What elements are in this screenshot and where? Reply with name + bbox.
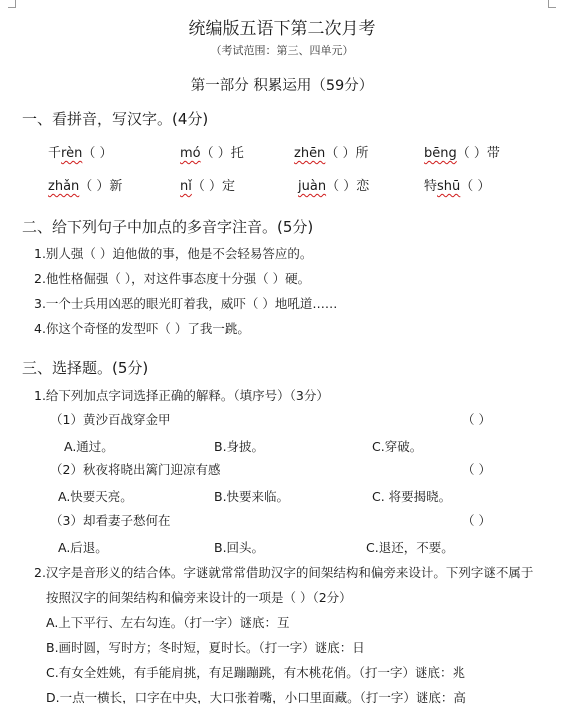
option-b: B.快要来临。: [214, 489, 290, 504]
option-a: A.后退。: [58, 540, 108, 555]
sub-question: （3）却看妻子愁何在: [50, 513, 171, 528]
pinyin-suffix: 定: [222, 179, 236, 194]
answer-blank[interactable]: （ ）: [456, 146, 487, 161]
pinyin-prefix: 千: [48, 146, 62, 161]
pinyin-text: rèn: [61, 146, 83, 161]
pinyin-item: [298, 175, 369, 194]
option-c: C.退还，不要。: [366, 540, 454, 555]
answer-blank[interactable]: （ ）: [460, 179, 491, 194]
sub-question: （1）黄沙百战穿金甲: [50, 412, 171, 427]
answer-blank[interactable]: （ ）: [79, 179, 110, 194]
pinyin-item: [48, 175, 122, 194]
answer-blank[interactable]: （ ）: [325, 146, 356, 161]
pinyin-text: nǐ: [180, 179, 192, 194]
answer-blank[interactable]: （ ）: [82, 146, 113, 161]
question-line: 4.你这个奇怪的发型吓（ ）了我一跳。: [34, 321, 250, 336]
pinyin-item: [180, 142, 244, 161]
question-line: 3.一个士兵用凶恶的眼光盯着我，威吓（ ）地吼道……: [34, 296, 338, 311]
pinyin-text: bēng: [424, 146, 457, 161]
pinyin-suffix: 带: [486, 146, 500, 161]
question-line: 2.汉字是音形义的结合体。字谜就常常借助汉字的间架结构和偏旁来设计。下列字谜不属于: [34, 565, 534, 580]
part-heading: 第一部分 积累运用（59分）: [190, 78, 374, 94]
section3-heading: 三、选择题。(5分): [22, 359, 149, 377]
option-b: B.回头。: [214, 540, 265, 555]
question-line: 1.给下列加点字词选择正确的解释。（填序号）（3分）: [34, 388, 329, 403]
answer-blank[interactable]: （ ）: [191, 179, 222, 194]
pinyin-suffix: 恋: [356, 179, 370, 194]
answer-blank[interactable]: （ ）: [326, 179, 357, 194]
page-subtitle: （考试范围：第三、四单元）: [210, 44, 354, 57]
question-line: 1.别人强（ ）迫他做的事，他是不会轻易答应的。: [34, 246, 313, 261]
section1-heading: 一、看拼音，写汉字。(4分): [22, 110, 209, 128]
corner-mark-top-right: [548, 0, 556, 8]
option-d: D.一点一横长，口字在中央，大口张着嘴，小口里面藏。（打一字）谜底：高: [46, 690, 466, 704]
pinyin-prefix: 特: [424, 179, 438, 194]
pinyin-text: zhēn: [294, 146, 326, 161]
sub-question: （2）秋夜将晓出篱门迎凉有感: [50, 462, 221, 477]
answer-paren[interactable]: （ ）: [462, 513, 491, 528]
option-a: A.快要天亮。: [58, 489, 133, 504]
section2-heading: 二、给下列句子中加点的多音字注音。(5分): [22, 218, 314, 236]
pinyin-item: [424, 142, 500, 161]
option-a: A.上下平行、左右勾连。（打一字）谜底：互: [46, 615, 290, 630]
option-c: C. 将要揭晓。: [372, 489, 452, 504]
question-line: 2.他性格倔强（ ），对这件事态度十分强（ ）硬。: [34, 271, 311, 286]
pinyin-suffix: 新: [109, 179, 123, 194]
pinyin-text: mó: [180, 146, 201, 161]
answer-paren[interactable]: （ ）: [462, 412, 491, 427]
page-title: 统编版五语下第二次月考: [188, 19, 376, 39]
corner-mark-top-left: [8, 0, 16, 8]
answer-blank[interactable]: （ ）: [200, 146, 231, 161]
pinyin-item: [424, 175, 490, 194]
pinyin-item: [48, 142, 112, 161]
pinyin-text: zhǎn: [48, 179, 80, 194]
option-b: B.画时圆，写时方；冬时短，夏时长。（打一字）谜底：日: [46, 640, 365, 655]
pinyin-suffix: 托: [230, 146, 244, 161]
option-a: A.通过。: [64, 439, 114, 454]
pinyin-item: [294, 142, 368, 161]
pinyin-suffix: 所: [355, 146, 369, 161]
pinyin-item: [180, 175, 235, 194]
question-line: 按照汉字的间架结构和偏旁来设计的一项是（ ）（2分）: [46, 590, 352, 605]
pinyin-text: shū: [437, 179, 461, 194]
answer-paren[interactable]: （ ）: [462, 462, 491, 477]
option-c: C.穿破。: [372, 439, 423, 454]
option-c: C.有女全姓姚，有手能肩挑，有足蹦蹦跳，有木桃花俏。（打一字）谜底：兆: [46, 665, 465, 680]
pinyin-text: juàn: [298, 179, 327, 194]
option-b: B.身披。: [214, 439, 265, 454]
